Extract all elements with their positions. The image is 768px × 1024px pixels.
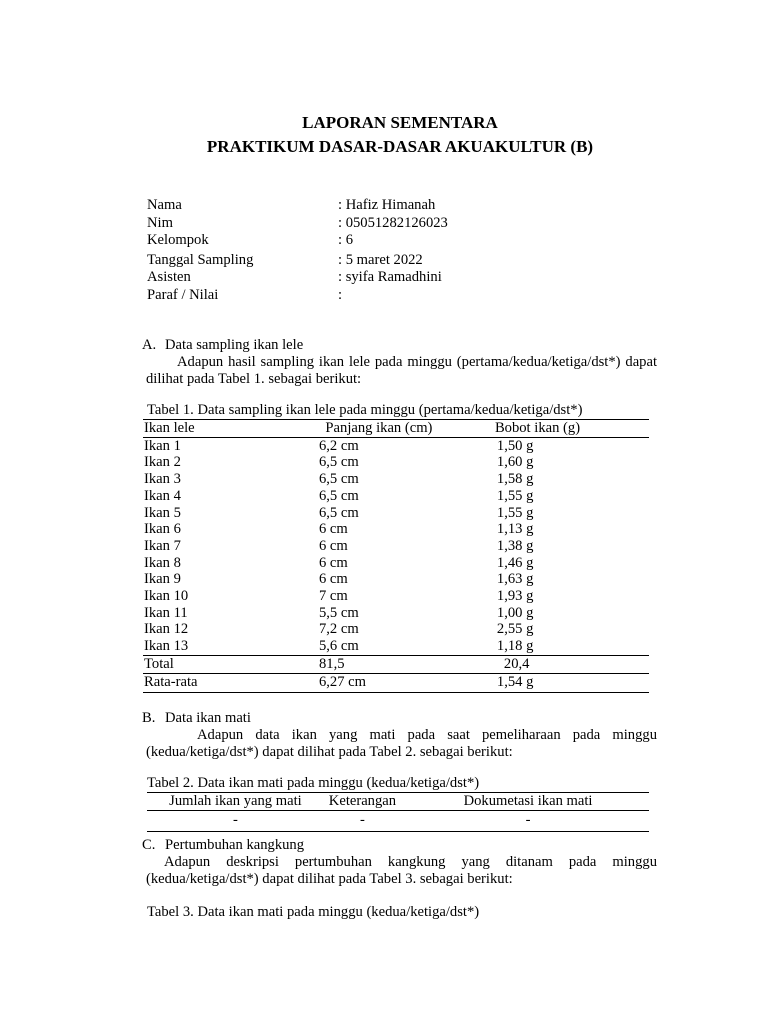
cell-bobot: 2,55 g [496,621,534,638]
table-sampling-lele [143,419,649,693]
table3-caption: Tabel 3. Data ikan mati pada minggu (kedua/ketiga/dst*) [147,904,480,920]
cell-bobot: 1,00 g [496,604,534,621]
cell-spacer [605,555,649,572]
table-header-row [143,420,649,438]
cell-ikan: Ikan 8 [144,554,181,571]
cell-spacer [605,538,649,555]
cell-ikan: Ikan 4 [144,487,181,504]
cell-dokumentasi: - [525,812,531,829]
col-header-dokumentasi: Dokumetasi ikan mati [463,793,593,809]
info-label: Nama [147,197,182,213]
info-label: Paraf / Nilai [147,286,219,303]
cell-panjang: 6 cm [318,571,348,588]
cell-bobot: 1,50 g [496,437,534,454]
section-b-heading [142,710,251,727]
table1-caption: Tabel 1. Data sampling ikan lele pada minggu (pertama/kedua/ketiga/dst*) [147,402,583,418]
cell-spacer [605,605,649,622]
info-value: : syifa Ramadhini [338,269,442,285]
table-header-row [147,793,649,810]
cell-ikan: Ikan 5 [144,504,181,521]
cell-jumlah: - [232,812,238,829]
table-row [143,538,649,555]
cell-panjang: 6,5 cm [318,487,359,504]
cell-spacer [605,437,649,454]
info-row-nim [147,215,448,233]
cell-ikan: Ikan 13 [144,638,189,655]
cell-bobot: 1,60 g [496,454,534,471]
cell-ikan: Ikan 12 [144,621,189,638]
table-row [143,437,649,454]
cell-ikan: Ikan 2 [144,454,181,471]
info-value: : 05051282126023 [338,214,448,231]
cell-panjang: 5,6 cm [318,638,359,655]
cell-panjang: 7,2 cm [318,621,359,638]
table-row [143,505,649,522]
cell-panjang: 7 cm [318,588,348,605]
table-average-row [143,673,649,692]
cell-panjang: 6,5 cm [318,504,359,521]
info-row-nama [147,197,448,215]
table-row [143,571,649,588]
section-letter: C. [142,837,156,853]
cell-panjang: 6,5 cm [318,454,359,471]
cell-ikan: Ikan 7 [144,537,181,554]
info-row-tanggal [147,252,448,270]
cell-panjang: 6,5 cm [318,471,359,488]
report-subtitle: PRAKTIKUM DASAR-DASAR AKUAKULTUR (B) [206,137,594,156]
table2-caption: Tabel 2. Data ikan mati pada minggu (kedua/ketiga/dst*) [147,775,480,791]
info-row-asisten [147,269,448,287]
cell-ikan: Ikan 3 [144,471,181,488]
average-label: Rata-rata [144,674,198,691]
average-bobot: 1,54 g [496,674,534,691]
section-b-paragraph: Adapun data ikan yang mati pada saat pemeliharaan pada minggu (kedua/ketiga/dst*) dapat dilihat pada Tabel 2. sebagai berikut: [146,727,657,760]
table-row [143,638,649,655]
cell-spacer [605,638,649,655]
info-row-kelompok [147,232,448,250]
section-title: Data ikan mati [165,710,251,726]
table-row [143,521,649,538]
info-label: Nim [147,214,173,231]
average-panjang: 6,27 cm [318,674,366,691]
cell-bobot: 1,58 g [496,471,534,488]
cell-spacer [605,454,649,471]
total-label: Total [144,655,174,672]
cell-bobot: 1,55 g [496,504,534,521]
table-ikan-mati [147,793,649,832]
cell-bobot: 1,38 g [496,537,534,554]
total-panjang: 81,5 [318,655,345,672]
section-a-heading [142,337,303,354]
cell-panjang: 6 cm [318,537,348,554]
cell-ikan: Ikan 9 [144,571,181,588]
info-value: : 5 maret 2022 [338,251,423,268]
cell-panjang: 6 cm [318,554,348,571]
info-row-paraf [147,287,448,305]
cell-spacer [605,655,649,673]
table-row [143,471,649,488]
table-row [143,555,649,572]
table-row [143,454,649,471]
cell-spacer [605,505,649,522]
info-label: Kelompok [147,232,209,248]
cell-ikan: Ikan 6 [144,521,181,538]
cell-spacer [605,588,649,605]
report-title: LAPORAN SEMENTARA [302,113,498,132]
table-total-row [143,655,649,673]
table-row [143,488,649,505]
cell-panjang: 5,5 cm [318,604,359,621]
section-title: Pertumbuhan kangkung [165,837,305,853]
cell-panjang: 6,2 cm [318,437,359,454]
cell-spacer [605,521,649,538]
cell-keterangan: - [359,812,365,829]
table-body [143,437,649,655]
cell-bobot: 1,93 g [496,588,534,605]
total-bobot: 20,4 [503,655,530,672]
section-letter: B. [142,710,156,726]
col-header-bobot: Bobot ikan (g) [494,420,581,436]
cell-ikan: Ikan 1 [144,437,181,454]
cell-spacer [605,673,649,692]
cell-bobot: 1,46 g [496,554,534,571]
cell-bobot: 1,18 g [496,638,534,655]
table-row [147,810,649,831]
info-label: Tanggal Sampling [147,251,254,268]
cell-spacer [605,621,649,638]
col-header-panjang: Panjang ikan (cm) [325,420,433,436]
section-letter: A. [142,337,157,353]
col-spacer [605,420,649,438]
cell-spacer [605,471,649,488]
cell-bobot: 1,55 g [496,487,534,504]
cell-spacer [605,488,649,505]
col-header-ikan: Ikan lele [144,420,195,436]
table-row [143,621,649,638]
table-row [143,605,649,622]
student-info [147,197,448,304]
section-c-heading [142,837,304,854]
table-row [143,588,649,605]
info-value: : Hafiz Himanah [338,197,436,213]
cell-spacer [605,571,649,588]
cell-ikan: Ikan 11 [144,604,188,621]
cell-ikan: Ikan 10 [144,588,189,605]
section-title: Data sampling ikan lele [165,337,304,353]
section-a-paragraph: Adapun hasil sampling ikan lele pada minggu (pertama/kedua/ketiga/dst*) dapat dilihat pada Tabel 1. sebagai berikut: [146,354,657,387]
info-value: : [338,286,343,303]
col-header-keterangan: Keterangan [328,793,397,809]
info-label: Asisten [147,269,191,285]
cell-bobot: 1,13 g [496,521,534,538]
info-value: : 6 [338,232,353,248]
cell-bobot: 1,63 g [496,571,534,588]
col-header-jumlah: Jumlah ikan yang mati [169,793,302,809]
cell-panjang: 6 cm [318,521,348,538]
section-c-paragraph: Adapun deskripsi pertumbuhan kangkung yang ditanam pada minggu (kedua/ketiga/dst*) dapat dilihat pada Tabel 3. sebagai berikut: [146,854,657,887]
